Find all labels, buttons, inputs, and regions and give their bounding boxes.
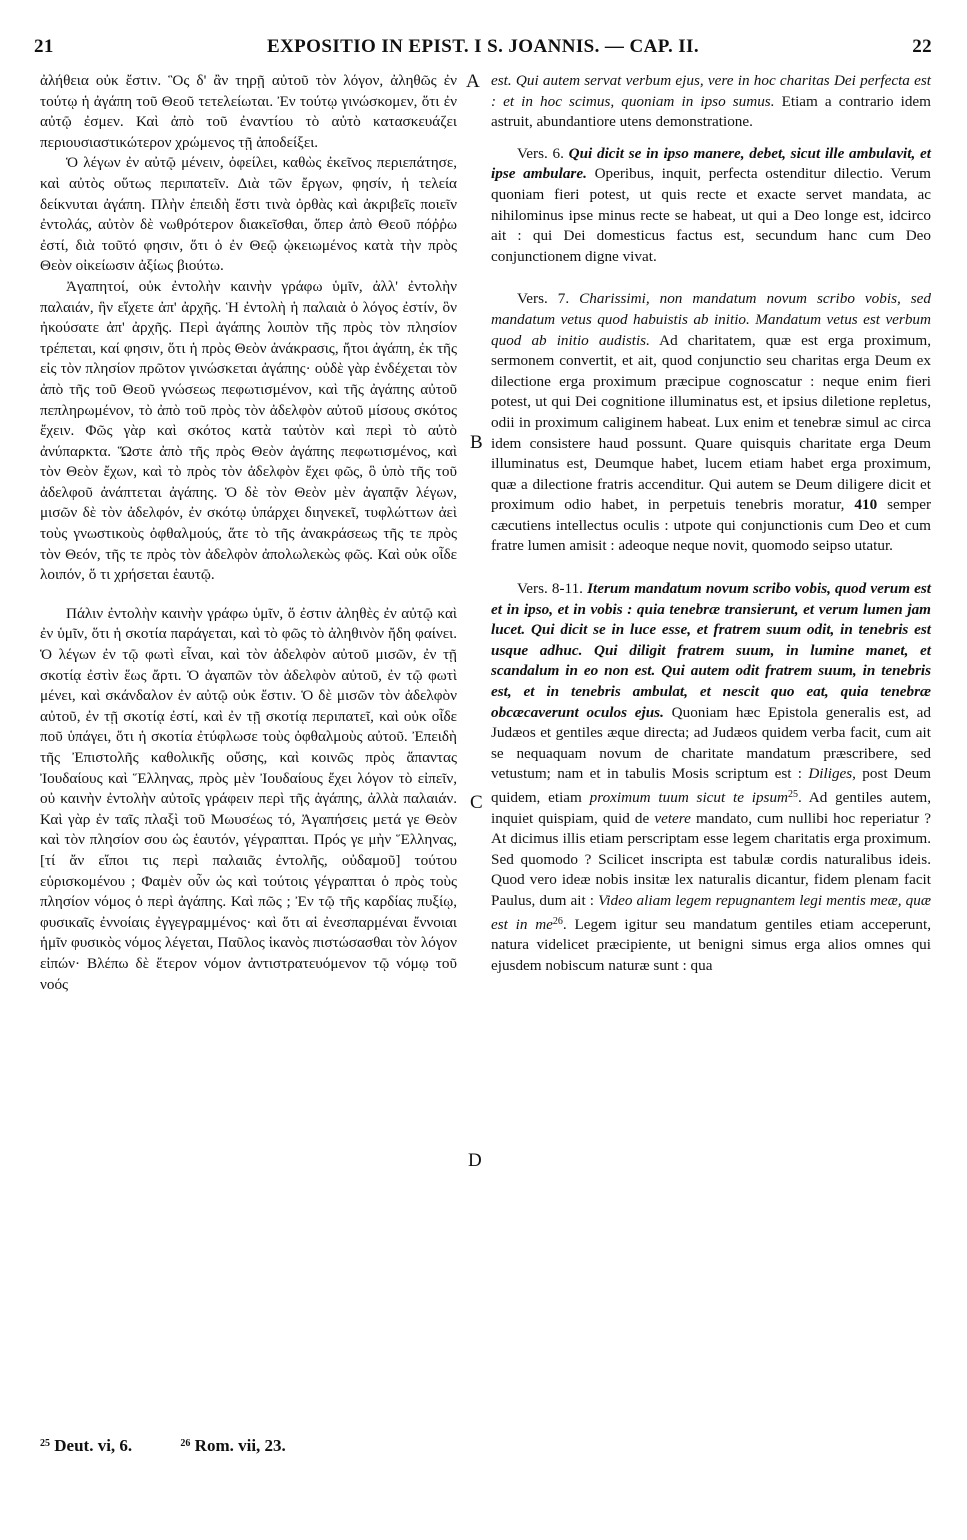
footnote-25-text: Deut. vi, 6.: [54, 1436, 133, 1455]
running-title: EXPOSITIO IN EPIST. I S. JOANNIS. — CAP. II.: [266, 36, 699, 57]
latin-commentary-4a: Quoniam hæc Epistola generalis est, ad Judæos et gentiles æque directa; ad Judæos quidem verba facit, cum ait se nequaquam novum de charitate mandatum præscribere, sed vetustum; nam et in tabulis Mosis scriptum est :: [491, 703, 931, 783]
latin-quote-diliges: Diliges,: [808, 765, 856, 783]
column-number: 410: [854, 496, 878, 514]
page-number-right: 22: [912, 36, 932, 57]
latin-commentary-3b: semper cæcutiens intellectus oculis : utpote qui conjunctionis cum Deo et cum fratre lumen amisit : adeoque neque novit, quomodo seipso utatur.: [491, 496, 932, 555]
verse-ref-7: Vers. 7.: [517, 290, 570, 308]
footnote-25-number: 25: [40, 1438, 50, 1449]
page-number-left: 21: [34, 36, 54, 57]
latin-scripture-4: Iterum mandatum novum scribo vobis, quod verum est et in ipso, et in vobis : quia tenebræ transierunt, et verum lumen jam lucet. Qui dicit se in luce esse, et fratrem suum odit, in tenebris est usque adhuc. Qui diligit fratrem suum, in lumine manet, et scandalum in eo non est. Qui autem odit fratrem suum, in tenebris est, et in tenebris ambulat, et nescit quo eat, quia tenebræ obcæcaverunt oculos ejus.: [491, 580, 931, 721]
latin-column: [491, 71, 931, 976]
greek-column: [40, 71, 457, 995]
latin-quote-proximum: proximum tuum sicut te ipsum: [589, 789, 789, 806]
latin-commentary-4d: mandato, cum nullibi hoc reperiatur ? At dicimus illis etiam perscriptam esse legem charitatis erga proximum. Sed quomodo ? Scilicet inscripta est tabulæ cordis naturalibus ideis. Quod vero ideæ nobis insitæ lex naturalis dicantur, fidem plenam facit Paulus, dum ait :: [491, 809, 932, 909]
running-header: [34, 36, 932, 62]
footnote-25: [40, 1436, 154, 1455]
latin-paragraph-2: [491, 144, 931, 268]
latin-commentary-4e: . Legem igitur seu mandatum gentiles etiam acceperunt, natura videlicet præcipiente, ut benigni simus erga alios omnes qui ejusdem nobiscum naturæ sunt : qua: [491, 915, 931, 974]
margin-letter-c: C: [470, 792, 483, 813]
margin-letter-d: D: [468, 1150, 482, 1171]
latin-scripture-2: Qui dicit se in ipso manere, debet, sicut ille ambulavit, et ipse ambulare.: [491, 144, 931, 183]
greek-paragraph-1: ἀλήθεια οὐκ ἔστιν. Ὃς δ' ἂν τηρῇ αὐτοῦ τὸν λόγον, ἀληθῶς ἐν τούτῳ ἡ ἀγάπη τοῦ Θεοῦ τετελείωται. Ἐν τούτῳ γινώσκομεν, ὅτι ἐν αὐτῷ ἐσμεν. Καὶ ἀπὸ τοῦ ἐναντίου τὸ αὐτὸ κατασκευάζει περιουσιαστικώτερον χρώμενος τῇ ἀποδείξει.: [40, 72, 457, 151]
footnote-26: [180, 1436, 307, 1455]
greek-paragraph-4: Πάλιν ἐντολὴν καινὴν γράφω ὑμῖν, ὅ ἐστιν ἀληθὲς ἐν αὐτῷ καὶ ἐν ὑμῖν, ὅτι ἡ σκοτία παράγεται, καὶ τὸ φῶς τὸ ἀληθινὸν ἤδη φαίνει. Ὁ λέγων ἐν τῷ φωτὶ εἶναι, καὶ τὸν ἀδελφὸν αὐτοῦ μισῶν, ἐν τῇ σκοτίᾳ ἐστὶν ἕως ἄρτι. Ὁ ἀγαπῶν τὸν ἀδελφὸν αὐτοῦ, ἐν τῷ φωτὶ μένει, καὶ σκάνδαλον ἐν αὐτῷ οὐκ ἔστιν. Ὁ δὲ μισῶν τὸν ἀδελφὸν αὐτοῦ, ἐν τῇ σκοτίᾳ ἐστί, καὶ ἐν τῇ σκοτίᾳ περιπατεῖ, καὶ οὐκ οἶδε ποῦ ὑπάγει, ὅτι ἡ σκοτία ἐτύφλωσε τοὺς ὀφθαλμοὺς αὐτοῦ. Ἐπειδὴ τῆς Ἐπιστολῆς καθολικῆς οὔσης, καὶ κοινῶς πρὸς ἅπαντας Ἰουδαίους καὶ Ἕλληνας, πρὸς μὲν Ἰουδαίους ἔχει λόγον τὸ εἰπεῖν, οὐ καινὴν ἐντολὴν αὐτοῖς γράφειν περὶ τῆς ἀγάπης, ἀλλὰ παλαιάν. Καὶ γὰρ ἐν ταῖς πλαξὶ τοῦ Μωυσέως τό, Ἀγαπήσεις μετά γε Θεὸν καὶ τὸν πλησίον σου ὡς ἑαυτόν, γέγραπται. Πρός γε μὴν Ἕλληνας, [τί ἄν εἴποι τις περὶ παλαιᾶς ἐντολῆς, οὐδαμοῦ] τούτου εὑρισκομένου ; Φαμὲν οὖν ὡς καὶ τούτοις γέγραπται ὁ πρὸς τοὺς πλησίον νόμος ὁ περὶ ἀγάπης. Καὶ πῶς ; Ἐν τῷ τῆς καρδίας πυξίῳ, φυσικαῖς ἐννοίαις ἐγγεγραμμένος· καὶ ὅτι αἱ ἐνεσπαρμέναι ἔννοιαι ἡμῖν φυσικὸς νόμος λέγεται, Παῦλος ἱκανὸς πιστώσασθαι τὸν λόγον εἰπών· Βλέπω δὲ ἕτερον νόμον ἀντιστρατευόμενον τῷ νόμῳ τοῦ νοός: [40, 604, 457, 993]
latin-commentary-1: Etiam a contrario idem astruit, abundantiore utens demonstratione.: [491, 92, 931, 131]
latin-paragraph-4: [491, 579, 931, 976]
footnote-26-text: Rom. vii, 23.: [194, 1436, 286, 1455]
latin-quote-video: Video aliam legem repugnantem legi mentis meæ, quæ est in me: [491, 891, 931, 933]
latin-paragraph-3: [491, 289, 931, 557]
footnote-26-number: 26: [180, 1438, 191, 1449]
latin-scripture-1: est. Qui autem servat verbum ejus, vere in hoc charitas Dei perfecta est : et in hoc scimus, quoniam in ipso sumus.: [491, 72, 931, 110]
margin-letter-a: A: [466, 71, 480, 92]
latin-commentary-4c: . Ad gentiles autem, inquiet quispiam, quid de: [491, 789, 931, 827]
latin-scripture-3: Charissimi, non mandatum novum scribo vobis, sed mandatum vetus quod habuistis ab initio. Mandatum vetus est verbum quod ab initio audistis.: [491, 290, 931, 349]
footnote-ref-26: 26: [552, 915, 563, 927]
latin-commentary-2: Operibus, inquit, perfecta ostenditur dilectio. Verum quoniam fieri potest, ut quis recte et exacte servet mandata, ac nihilominus ipse minus recte se habeat, ut qui a Deo longe est, idcirco ait : qui Dei domesticus factus est, secundum hanc cum Deo conjunctionem digne vivat.: [491, 165, 931, 265]
latin-commentary-4b: post Deum quidem, etiam: [491, 765, 931, 806]
verse-ref-6: Vers. 6.: [517, 144, 564, 162]
verse-ref-8-11: Vers. 8-11.: [517, 580, 583, 598]
footnote-ref-25: 25: [788, 789, 799, 800]
footnotes: [40, 1436, 330, 1456]
latin-word-vetere: vetere: [654, 809, 691, 827]
greek-paragraph-3: Ἀγαπητοί, οὐκ ἐντολὴν καινὴν γράφω ὑμῖν, ἀλλ' ἐντολὴν παλαιάν, ἣν εἴχετε ἀπ' ἀρχῆς. Ἡ ἐντολὴ ἡ παλαιὰ ὁ λόγος ἐστίν, ὃν ἠκούσατε ἀπ' ἀρχῆς. Περὶ ἀγάπης λοιπὸν τῆς πρὸς τὸν πλησίον τρέπεται, καί φησιν, ὅτι ἡ πρὸς Θεὸν ἀνάκρασις, ἤτοι ἀγάπη, ἐκ τῆς εἰς τὸν πλησίον πρῶτον γινώσκεται ἀγάπης· οὐδὲ γὰρ ἐνδέχεται τὸν ἀπὸ τῆς τοῦ Θεοῦ γνώσεως πεφωτισμένον, καὶ τῆς ἀγάπης αὐτοῦ πεπληρωμένον, τὸ ἀπὸ τοῦ πρὸς τὸν ἀδελφὸν αὐτοῦ μίσους σκότος ἔχειν. Φῶς γὰρ καὶ σκότος κατὰ ταὐτὸν καὶ περὶ τὸ αὐτὸ ἀνύπαρκτα. Ὥστε ἀπὸ τῆς πρὸς Θεὸν ἀγάπης πεφωτισμένος, καὶ τὸν Θεὸν ἔχων, καὶ τὸ πρὸς τὸν ἀδελφὸν ἔχει φῶς, ὃ ὑπὸ τῆς τοῦ ἀδελφοῦ ἀνάπτεται ἀγάπης. Ὁ δὲ τὸν Θεὸν μὲν ἀγαπᾷν λέγων, μισῶν δὲ τὸν ἀδελφόν, ἐν σκότῳ ὑπάρχει διηνεκεῖ, τυφλώττων ἀεὶ τοὺς γνωστικοὺς ὀφθαλμούς, ἅτε τὸ τῆς ἀνακράσεως τῆς τε πρὸς τὸν Θεόν, τῆς τε πρὸς τὸν ἀδελφὸν ἀπολωλεκὼς φῶς. Καὶ οὐκ οἶδε λοιπόν, ὅ τι χρήσεται ἑαυτῷ.: [40, 277, 457, 584]
latin-commentary-3a: Ad charitatem, quæ est erga proximum, sermonem convertit, et ait, quod conjunctio seu charitas erga Deum ex dilectione erga proximum præcipue cognoscatur : neque enim fieri potest, ut qui Dei cognitione illuminatus est, et ipsius diletione repletus, odii in proximum caliginem habeat. Lux enim et tenebræ simul ac circa idem consistere haud possunt. Quare quisquis charitate erga Deum illuminatus est, Deumque habet, lucem etiam habet erga proximum, quæ a dilectione fratris accenditur. Qui autem se Deum diligere dicit et proximum odio habet, in perpetuis tenebris moratur,: [491, 331, 932, 514]
margin-letter-b: B: [470, 432, 483, 453]
latin-paragraph-1: [491, 71, 931, 133]
greek-paragraph-2: Ὁ λέγων ἐν αὐτῷ μένειν, ὀφείλει, καθὼς ἐκεῖνος περιεπάτησε, καὶ αὐτὸς οὕτως περιπατεῖν. Διὰ τῶν ἔργων, φησίν, ἡ τελεία δείκνυται ἀγάπη. Πλὴν ἐπειδὴ ἔστι τινὰ ὀρθὰς καὶ ἀκριβεῖς ποιεῖν ἐντολάς, αὐτὸν δὲ νωθρότερον διακεῖσθαι, ὅπερ ἀπὸ Θεοῦ πόῤῥω ἐστί, διὰ τοῦτό φησιν, ὅτι ὁ ἐν Θεῷ ᾠκειωμένος κατὰ τὴν πρὸς Θεὸν οἰκείωσιν ἀξίως βιούτω.: [40, 154, 457, 275]
